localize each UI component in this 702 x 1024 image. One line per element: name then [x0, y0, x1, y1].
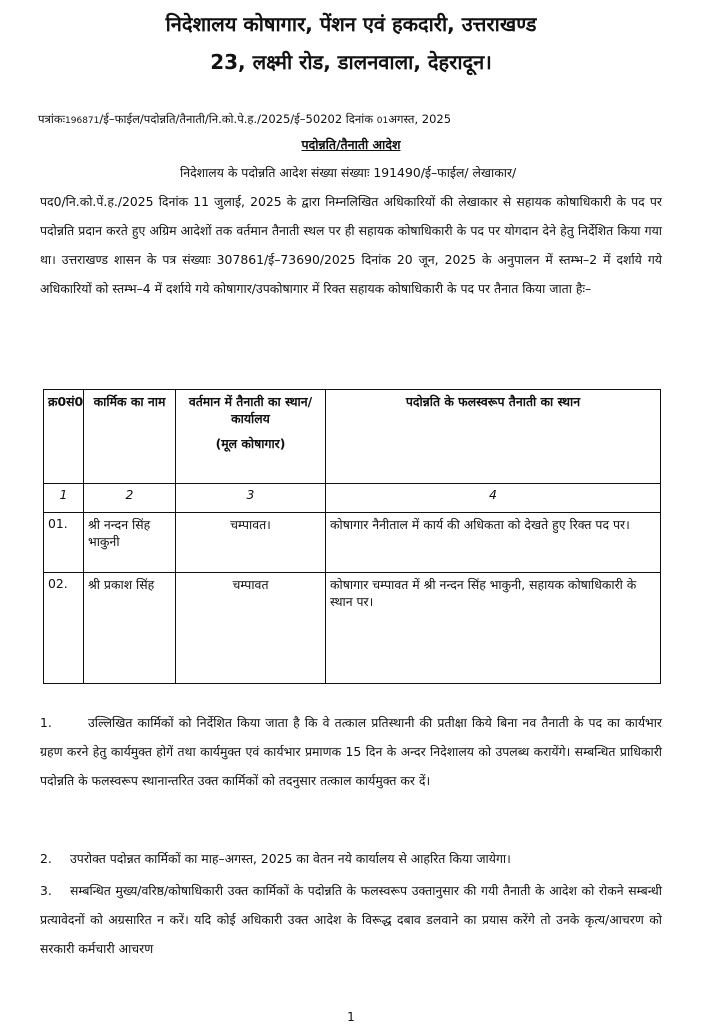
clause-3: [40, 876, 662, 963]
header-name: कार्मिक का नाम: [84, 390, 176, 484]
letterhead-line-1: निदेशालय कोषागार, पेंशन एवं हकदारी, उत्तराखण्ड: [165, 12, 537, 36]
clause-text: उपरोक्त पदोन्नत कार्मिकों का माह–अगस्त, 2025 का वेतन नये कार्यालय से आहरित किया जायेगा।: [70, 851, 511, 866]
header-current-posting-main: वर्तमान में तैनाती का स्थान/कार्यालय: [188, 394, 313, 426]
subject-heading: [0, 136, 702, 153]
reference-line: [38, 112, 678, 127]
header-current-posting-sub: (मूल कोषागार): [215, 436, 286, 451]
column-number-row: [44, 484, 661, 513]
page-number: 1: [347, 1010, 355, 1024]
header-new-posting: पदोन्नति के फलस्वरूप तैनाती का स्थान: [326, 390, 661, 484]
row-name: श्री नन्दन सिंह भाकुनी: [84, 513, 176, 573]
header-current-posting: [176, 390, 326, 484]
table-header-row: [44, 390, 661, 484]
row-new-posting: कोषागार नैनीताल में कार्य की अधिकता को देखते हुए रिक्त पद पर।: [326, 513, 661, 573]
column-number: 1: [44, 484, 84, 513]
row-current-posting: चम्पावत: [176, 573, 326, 684]
clause-text: उल्लिखित कार्मिकों को निर्देशित किया जाता है कि वे तत्काल प्रतिस्थानी की प्रतीक्षा किये बिना नव तैनाती के पद का कार्यभार ग्रहण करने हेतु कार्यमुक्त होगें तथा कार्यमुक्त एवं कार्यभार प्रमाणक 15 दिन के अन्दर निदेशालय को उपलब्ध करायेंगे। सम्बन्धित प्राधिकारी पदोन्नति के फलस्वरूप स्थानान्तरित उक्त कार्मिकों को तदनुसार तत्काल कार्यमुक्त कर दें।: [40, 715, 662, 788]
intro-first-line: निदेशालय के पदोन्नति आदेश संख्या संख्याः 191490/ई–फाईल/ लेखाकार/: [180, 165, 517, 180]
clause-number: 2.: [40, 851, 52, 866]
reference-date: अगस्त, 2025: [388, 112, 452, 126]
row-current-posting: चम्पावत।: [176, 513, 326, 573]
row-serial: 02.: [44, 573, 84, 684]
clause-number: 1.: [40, 715, 52, 730]
letterhead-line-2: 23, लक्ष्मी रोड, डालनवाला, देहरादून।: [210, 50, 492, 74]
reference-prefix: पत्रांकः: [38, 112, 66, 126]
intro-body: पद0/नि.को.पें.ह./2025 दिनांक 11 जुलाई, 2025 के द्वारा निम्नलिखित अधिकारियों की लेखाकार से सहायक कोषाधिकारी के पद पर पदोन्नति प्रदान करते हुए अग्रिम आदेशों तक वर्तमान तैनाती स्थल पर ही सहायक कोषाधिकारी के पद पर योगदान देने हेतु निर्देशित किया गया था। उत्तराखण्ड शासन के पत्र संख्याः 307861/ई–73690/2025 दिनांक 20 जून, 2025 के अनुपालन में स्तम्भ–2 में दर्शाये गये अधिकारियों को स्तम्भ–4 में दर्शाये गये कोषागार/उपकोषागार में रिक्त सहायक कोषाधिकारी के पद पर तैनात किया जाता हैः–: [40, 194, 662, 296]
column-number: 3: [176, 484, 326, 513]
table-row: [44, 513, 661, 573]
row-name: श्री प्रकाश सिंह: [84, 573, 176, 684]
row-new-posting: कोषागार चम्पावत में श्री नन्दन सिंह भाकुनी, सहायक कोषाधिकारी के स्थान पर।: [326, 573, 661, 684]
reference-body: /ई–फाईल/पदोन्नति/तैनाती/नि.को.पे.ह./2025/ई–50202 दिनांक: [99, 112, 374, 126]
table-row: [44, 573, 661, 684]
column-number: 2: [84, 484, 176, 513]
subject-text: पदोन्नति/तैनाती आदेश: [301, 137, 401, 152]
reference-number: 196871: [65, 116, 100, 126]
clause-number: 3.: [40, 883, 52, 898]
column-number: 4: [326, 484, 661, 513]
header-serial: क्र0सं0: [44, 390, 84, 484]
reference-day: 01: [376, 116, 389, 126]
clause-2: [40, 844, 662, 873]
clause-1: [40, 708, 662, 795]
posting-table: [43, 389, 661, 684]
row-serial: 01.: [44, 513, 84, 573]
intro-paragraph: [40, 158, 662, 303]
clause-text: सम्बन्धित मुख्य/वरिष्ठ/कोषाधिकारी उक्त कार्मिकों के पदोन्नति के फलस्वरूप उक्तानुसार की गयी तैनाती के आदेश को रोकने सम्बन्धी प्रत्यावेदनों को अग्रसारित न करें। यदि कोई अधिकारी उक्त आदेश के विरूद्ध दबाव डलवाने का प्रयास करेंगे तो उनके कृत्य/आचरण को सरकारी कर्मचारी आचरण: [40, 883, 662, 956]
